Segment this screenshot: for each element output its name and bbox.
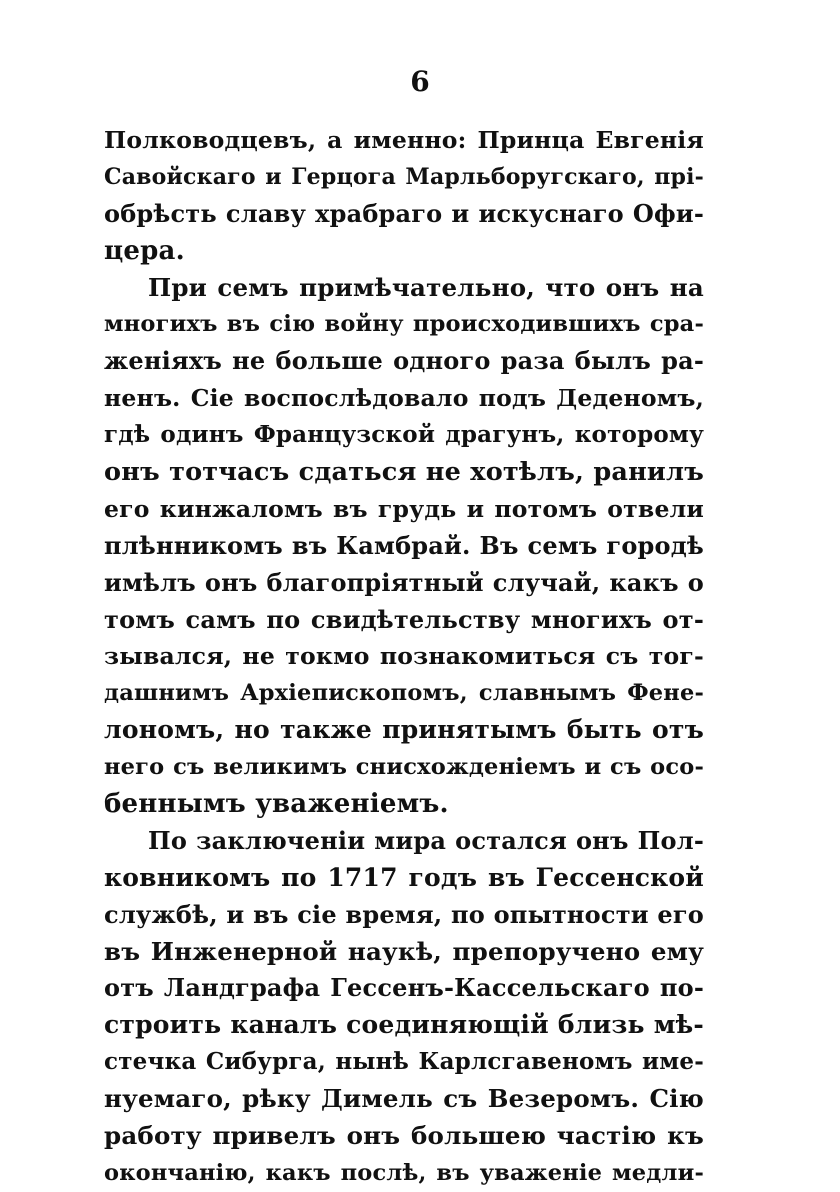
text-line: цера. bbox=[104, 235, 185, 266]
text-line: Савойскаго и Герцога Марльборугскаго, прі- bbox=[104, 163, 704, 190]
text-line: лономъ, но также принятымъ быть отъ bbox=[104, 715, 704, 745]
text-line: строить каналъ соединяющій близь мѣ- bbox=[104, 1010, 704, 1040]
text-line: окончанію, какъ послѣ, въ уваженіе медли- bbox=[104, 1159, 704, 1186]
text-line: онъ тотчасъ сдаться не хотѣлъ, ранилъ bbox=[104, 457, 704, 488]
text-line: многихъ въ сію войну происходившихъ сра- bbox=[104, 311, 704, 338]
text-line: ковникомъ по 1717 годъ въ Гессенской bbox=[104, 862, 704, 892]
text-line: Полководцевъ, а именно: Принца Евгенія bbox=[104, 126, 704, 154]
text-line: беннымъ уваженіемъ. bbox=[104, 789, 449, 820]
text-line: отъ Ландграфа Гессенъ-Кассельскаго по- bbox=[104, 973, 704, 1003]
text-line: службѣ, и въ сіе время, по опытности его bbox=[104, 899, 704, 929]
body-text bbox=[104, 122, 704, 1192]
page-number: 6 bbox=[410, 65, 430, 98]
text-line: ненъ. Сіе воспослѣдовало подъ Деденомъ, bbox=[104, 384, 704, 413]
text-line: По заключеніи мира остался онъ Пол- bbox=[148, 825, 704, 855]
text-line: работу привелъ онъ большею частію къ bbox=[104, 1121, 704, 1151]
text-line: томъ самъ по свидѣтельству многихъ от- bbox=[104, 604, 704, 634]
text-line: въ Инженерной наукѣ, препоручено ему bbox=[104, 936, 704, 966]
text-line: дашнимъ Архіепископомъ, славнымъ Фене- bbox=[104, 680, 704, 707]
text-line: гдѣ одинъ Французской драгунъ, которому bbox=[104, 421, 704, 449]
text-line: имѣлъ онъ благопріятный случай, какъ о bbox=[104, 567, 704, 597]
text-line: его кинжаломъ въ грудь и потомъ отвели bbox=[104, 494, 704, 523]
text-line: него съ великимъ снисхожденіемъ и съ осо- bbox=[104, 754, 704, 781]
text-line: стечка Сибурга, нынѣ Карлсгавеномъ име- bbox=[104, 1048, 704, 1076]
text-line: плѣнникомъ въ Камбрай. Въ семъ городѣ bbox=[104, 530, 704, 560]
text-line: женіяхъ не больше одного раза былъ ра- bbox=[104, 346, 704, 376]
text-line: нуемаго, рѣку Димель съ Везеромъ. Сію bbox=[104, 1084, 704, 1114]
text-line: При семъ примѣчательно, что онъ на bbox=[148, 272, 704, 302]
text-line: обрѣсть славу храбраго и искуснаго Офи- bbox=[104, 198, 704, 228]
text-line: зывался, не токмо познакомиться съ тог- bbox=[104, 642, 704, 671]
